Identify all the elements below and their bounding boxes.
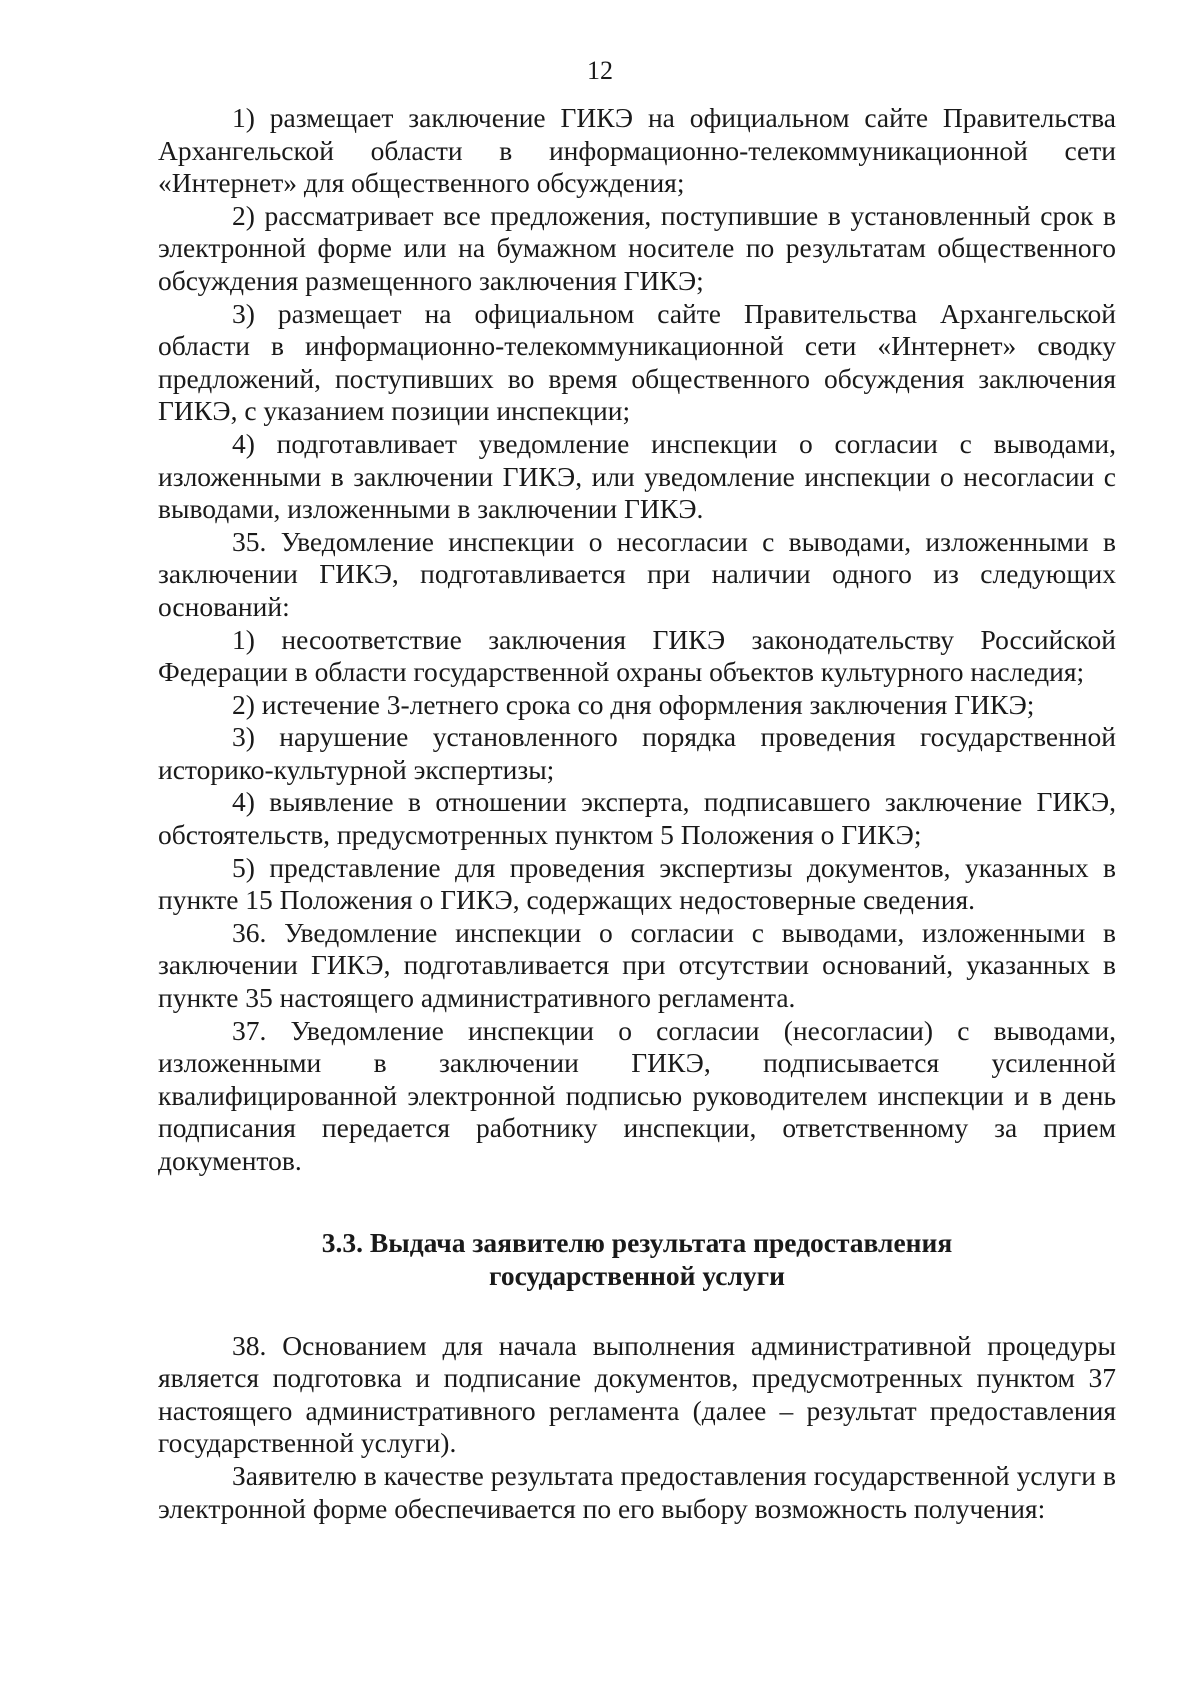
paragraph-item-3: 3) размещает на официальном сайте Правительства Архангельской области в информационно-телекоммуникационной сети «Интернет» сводку предложений, поступивших во время общественного обсуждения заключения ГИКЭ, с указанием позиции инспекции; <box>158 297 1116 427</box>
section-heading-line-1: 3.3. Выдача заявителю результата предоставления <box>321 1226 953 1258</box>
paragraph-35-item-1: 1) несоответствие заключения ГИКЭ законодательству Российской Федерации в области государственной охраны объектов культурного наследия; <box>158 623 1116 688</box>
paragraph-item-1: 1) размещает заключение ГИКЭ на официальном сайте Правительства Архангельской области в информационно-телекоммуникационной сети «Интернет» для общественного обсуждения; <box>158 102 1116 199</box>
paragraph-35-item-2: 2) истечение 3-летнего срока со дня оформления заключения ГИКЭ; <box>232 688 1035 720</box>
paragraph-35-item-3: 3) нарушение установленного порядка проведения государственной историко-культурной экспертизы; <box>158 721 1116 785</box>
paragraph-35: 35. Уведомление инспекции о несогласии с выводами, изложенными в заключении ГИКЭ, подготавливается при наличии одного из следующих оснований: <box>158 525 1116 622</box>
paragraph-37: 37. Уведомление инспекции о согласии (несогласии) с выводами, изложенными в заключении ГИКЭ, подписывается усиленной квалифицированной электронной подписью руководителем инспекции и в день подписания передается работнику инспекции, ответственному за прием документов. <box>158 1014 1116 1176</box>
paragraph-36: 36. Уведомление инспекции о согласии с выводами, изложенными в заключении ГИКЭ, подготавливается при отсутствии оснований, указанных в пункте 35 настоящего административного регламента. <box>158 916 1116 1014</box>
paragraph-35-item-5: 5) представление для проведения экспертизы документов, указанных в пункте 15 Положения о ГИКЭ, содержащих недостоверные сведения. <box>158 851 1116 916</box>
paragraph-result-options: Заявителю в качестве результата предоставления государственной услуги в электронной форме обеспечивается по его выбору возможность получения: <box>158 1459 1116 1524</box>
paragraph-35-item-4: 4) выявление в отношении эксперта, подписавшего заключение ГИКЭ, обстоятельств, предусмотренных пунктом 5 Положения о ГИКЭ; <box>158 786 1116 851</box>
section-heading-line-2: государственной услуги <box>489 1259 785 1291</box>
paragraph-item-2: 2) рассматривает все предложения, поступившие в установленный срок в электронной форме или на бумажном носителе по результатам общественного обсуждения размещенного заключения ГИКЭ; <box>158 199 1116 296</box>
page-number: 12 <box>587 56 613 85</box>
paragraph-38: 38. Основанием для начала выполнения административной процедуры является подготовка и подписание документов, предусмотренных пунктом 37 настоящего административного регламента (далее – результат предоставления государственной услуги). <box>158 1329 1116 1459</box>
paragraph-item-4: 4) подготавливает уведомление инспекции о согласии с выводами, изложенными в заключении ГИКЭ, или уведомление инспекции о несогласии с выводами, изложенными в заключении ГИКЭ. <box>158 427 1116 525</box>
document-body <box>158 102 1116 1525</box>
section-heading <box>158 1226 1116 1292</box>
